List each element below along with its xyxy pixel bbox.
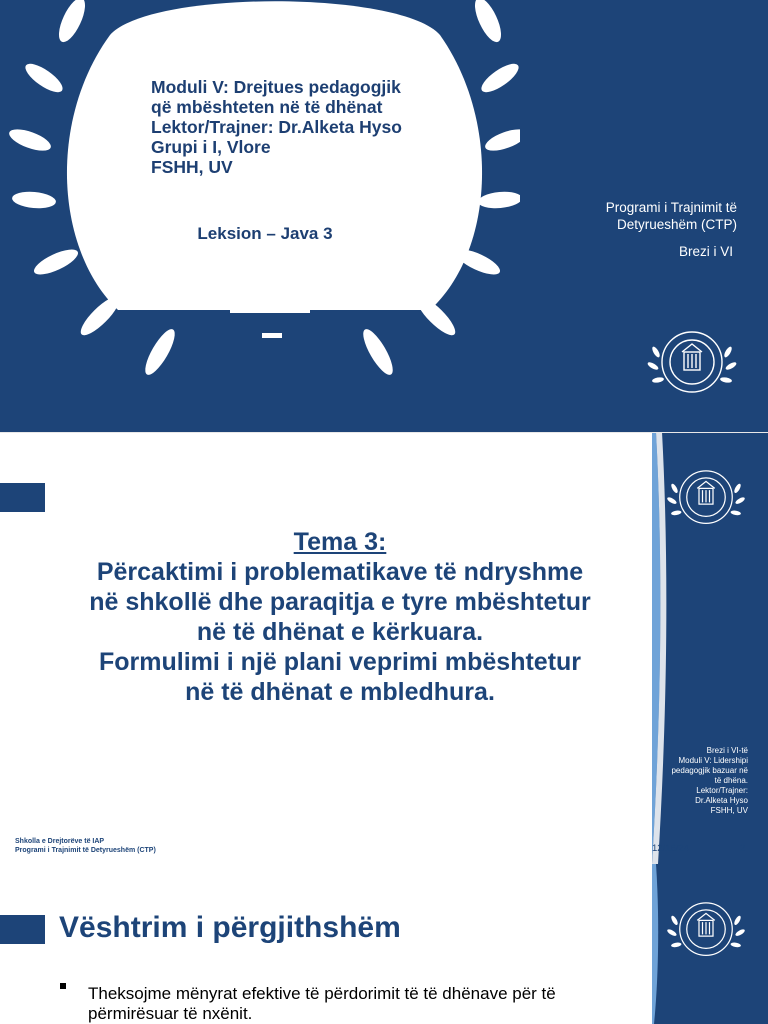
- title-line: Lektor/Trajner: Dr.Alketa Hyso: [151, 117, 402, 137]
- topic-line: Formulimi i një plani veprimi mbështetur: [98, 648, 582, 676]
- side-note-line: FSHH, UV: [710, 806, 748, 815]
- accent-square: [0, 483, 45, 512]
- title-line: që mbështeten në të dhënat: [151, 97, 383, 117]
- side-note-line: të dhëna.: [714, 776, 748, 785]
- title-line: FSHH, UV: [151, 157, 233, 177]
- topic-title: [20, 527, 660, 707]
- program-line: Programi i Trajnimit të: [605, 200, 737, 215]
- program-line: Detyrueshëm (CTP): [616, 217, 737, 232]
- side-note-line: Lektor/Trajner:: [696, 786, 748, 795]
- school-emblem-icon: [644, 322, 740, 404]
- topic-line: në të dhënat e mbledhura.: [185, 678, 495, 706]
- bullet-square-icon: [60, 983, 66, 989]
- topic-line: Përcaktimi i problematikave të ndryshme: [96, 558, 584, 586]
- title-line: Moduli V: Drejtues pedagogjik: [151, 77, 401, 97]
- slide-divider: [0, 432, 768, 433]
- program-name: [606, 199, 737, 233]
- footer-line: Shkolla e Drejtorëve të IAP: [15, 838, 105, 845]
- module-title: [151, 77, 451, 177]
- side-note-line: pedagogjik bazuar në: [671, 766, 748, 775]
- bullet-item: Theksojme mënyrat efektive të përdorimit të të dhënave për të përmirësuar të nxënit.: [88, 984, 556, 1023]
- slide-footer: [15, 837, 156, 855]
- topic-line: në të dhënat e kërkuara.: [196, 618, 484, 646]
- side-note-line: Brezi i VI-të: [706, 746, 748, 755]
- topic-line: në shkollë dhe paraqitja e tyre mbështetur: [89, 588, 591, 616]
- slide-heading: Vështrim i përgjithshëm: [59, 911, 401, 944]
- side-note-line: Dr.Alketa Hyso: [695, 796, 748, 805]
- laurel-arch-decoration: [0, 0, 520, 432]
- topic-label: Tema 3:: [293, 528, 387, 556]
- cohort-label: Brezi i VI: [678, 244, 733, 259]
- title-slide: [0, 0, 768, 432]
- slide-date: 12/16/24: [652, 843, 689, 854]
- side-note: [660, 746, 748, 816]
- side-note-line: Moduli V: Lidershipi: [678, 756, 748, 765]
- accent-square: [0, 915, 45, 944]
- lesson-label: Leksion – Java 3: [197, 224, 333, 243]
- overview-slide: [0, 864, 768, 1024]
- school-emblem-icon: [664, 462, 748, 534]
- topic-slide: [0, 432, 768, 864]
- title-line: Grupi i I, Vlore: [151, 137, 271, 157]
- footer-line: Programi i Trajnimit të Detyrueshëm (CTP): [15, 847, 156, 854]
- school-emblem-icon: [664, 894, 748, 966]
- slide-page-number: 2: [740, 843, 746, 854]
